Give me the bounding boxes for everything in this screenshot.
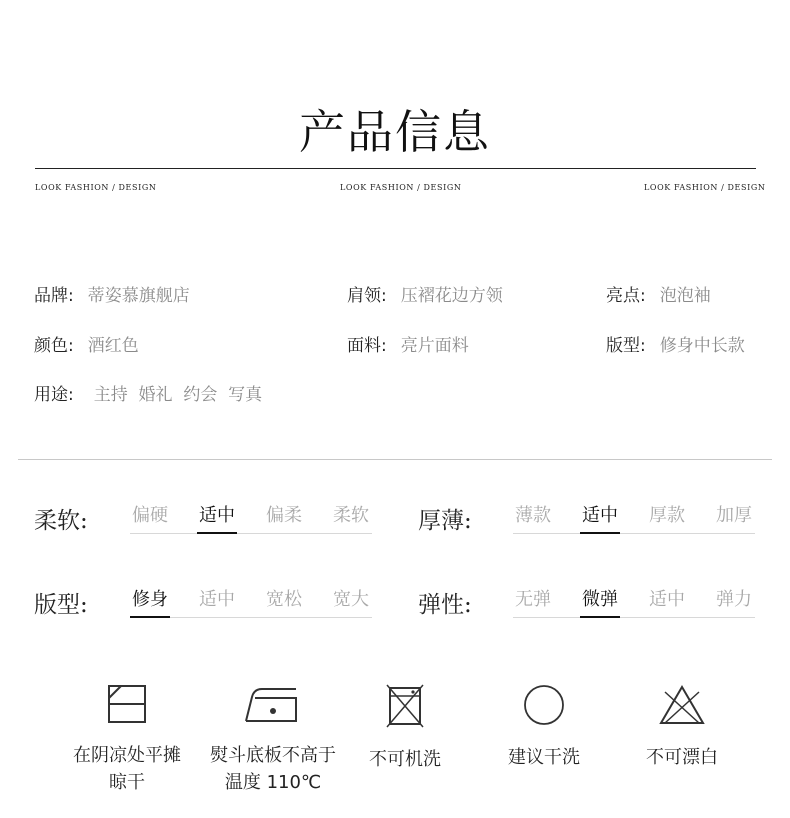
softness-option: 偏硬 xyxy=(132,505,168,526)
elasticity-scale-line xyxy=(513,617,755,618)
softness-scale-line xyxy=(130,533,372,534)
info-color xyxy=(34,331,139,356)
title-divider xyxy=(35,168,756,169)
care-item-no-machine-wash xyxy=(335,684,475,773)
attr-label-softness: 柔软: xyxy=(34,508,88,534)
thickness-option: 适中 xyxy=(580,501,620,527)
thickness-scale-line xyxy=(513,533,755,534)
elasticity-option: 适中 xyxy=(649,589,685,610)
elasticity-option: 弹力 xyxy=(716,589,752,610)
info-color-value: 酒红色 xyxy=(87,336,139,356)
no-machine-wash-icon xyxy=(385,684,425,728)
care-text-line1: 建议干洗 xyxy=(508,747,580,768)
elasticity-option: 无弹 xyxy=(515,589,551,610)
dry-clean-icon xyxy=(523,684,565,726)
care-item-dry-flat xyxy=(57,684,197,796)
care-text-line1: 熨斗底板不高于 xyxy=(210,745,336,766)
elasticity-option: 微弹 xyxy=(580,585,620,611)
care-item-dry-clean xyxy=(474,684,614,771)
brand-tag-center: LOOK FASHION / DESIGN xyxy=(340,183,462,192)
info-usage-value: 主持 婚礼 约会 写真 xyxy=(93,385,263,405)
info-brand-label: 品牌: xyxy=(34,286,74,306)
attr-label-elasticity: 弹性: xyxy=(418,592,472,618)
care-text-line1: 不可漂白 xyxy=(646,747,718,768)
care-text-line1: 在阴凉处平摊 xyxy=(73,745,181,766)
softness-option: 偏柔 xyxy=(266,505,302,526)
iron-low-temp-icon xyxy=(244,684,302,724)
care-text-line1: 不可机洗 xyxy=(369,749,441,770)
softness-option: 柔软 xyxy=(333,505,369,526)
info-highlight-label: 亮点: xyxy=(606,286,646,306)
info-highlight-value: 泡泡袖 xyxy=(659,286,711,306)
attr-label-thickness: 厚薄: xyxy=(418,508,472,534)
thickness-option: 加厚 xyxy=(716,505,752,526)
info-collar-value: 压褶花边方领 xyxy=(400,286,503,306)
info-collar-label: 肩领: xyxy=(347,286,387,306)
fit-option: 宽松 xyxy=(266,589,302,610)
info-fit xyxy=(606,331,745,356)
fit-option: 宽大 xyxy=(333,589,369,610)
elasticity-scale xyxy=(513,585,755,625)
brand-tag-right: LOOK FASHION / DESIGN xyxy=(644,183,766,192)
info-usage xyxy=(34,380,262,405)
dry-flat-shade-icon xyxy=(107,684,147,724)
thickness-option: 厚款 xyxy=(649,505,685,526)
fit-option: 修身 xyxy=(130,585,170,611)
info-collar xyxy=(347,281,503,306)
info-highlight xyxy=(606,281,711,306)
info-usage-label: 用途: xyxy=(34,385,74,405)
care-text-line2: 温度 110℃ xyxy=(224,772,322,793)
info-brand-value: 蒂姿慕旗舰店 xyxy=(87,286,190,306)
softness-option: 适中 xyxy=(197,501,237,527)
info-fit-label: 版型: xyxy=(606,336,646,356)
care-item-no-bleach xyxy=(612,684,752,771)
section-divider xyxy=(18,459,772,460)
care-item-iron xyxy=(203,684,343,796)
thickness-option: 薄款 xyxy=(515,505,551,526)
attr-label-fit: 版型: xyxy=(34,592,88,618)
fit-option: 适中 xyxy=(199,589,235,610)
no-bleach-icon xyxy=(659,684,705,726)
page-title: 产品信息 xyxy=(299,105,491,159)
info-fabric xyxy=(347,331,469,356)
thickness-scale xyxy=(513,501,755,541)
info-fit-value: 修身中长款 xyxy=(659,336,745,356)
info-color-label: 颜色: xyxy=(34,336,74,356)
softness-scale xyxy=(130,501,372,541)
info-fabric-value: 亮片面料 xyxy=(400,336,469,356)
info-brand xyxy=(34,281,190,306)
brand-tag-left: LOOK FASHION / DESIGN xyxy=(35,183,157,192)
care-text-line2: 晾干 xyxy=(109,772,145,793)
info-fabric-label: 面料: xyxy=(347,336,387,356)
fit-scale xyxy=(130,585,372,625)
